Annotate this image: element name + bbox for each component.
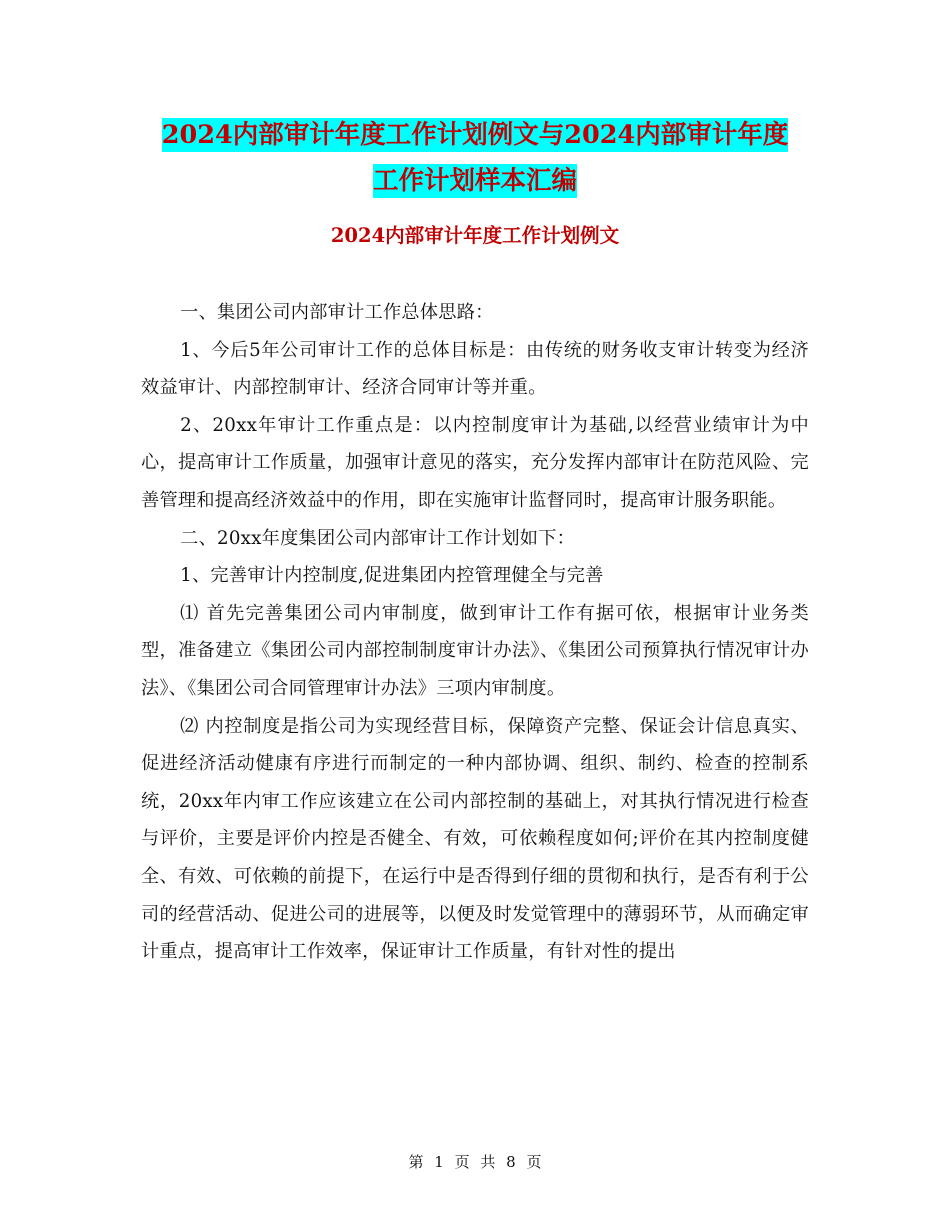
paragraph: 二、20xx年度集团公司内部审计工作计划如下：	[180, 527, 576, 549]
paragraph: 2、20xx年审计工作重点是：以内控制度审计为基础,以经营业绩审计为中心，提高审计工作质量，加强审计意见的落实，充分发挥内部审计在防范风险、完善管理和提高经济效益中的作用，即在实施审计监督同时，提高审计服务职能。	[141, 414, 809, 511]
section-title: 2024内部审计年度工作计划例文	[330, 224, 620, 247]
paragraph: 一、集团公司内部审计工作总体思路：	[180, 302, 494, 323]
title-line-2: 工作计划样本汇编	[372, 166, 577, 196]
paragraph: ⑵ 内控制度是指公司为实现经营目标，保障资产完整、保证会计信息真实、促进经济活动健康有序进行而制定的一种内部协调、组织、制约、检查的控制系统，20xx年内审工作应该建立在公司内部控制的基础上，对其执行情况进行检查与评价，主要是评价内控是否健全、有效，可依赖程度如何;评价在其内控制度健全、有效、可依赖的前提下，在运行中是否得到仔细的贯彻和执行，是否有利于公司的经营活动、促进公司的进展等，以便及时发觉管理中的薄弱环节，从而确定审计重点，提高审计工作效率，保证审计工作质量，有针对性的提出	[141, 715, 809, 963]
paragraph: 1、完善审计内控制度,促进集团内控管理健全与完善	[180, 565, 604, 587]
document-body	[141, 294, 809, 971]
title-line-1: 2024内部审计年度工作计划例文与2024内部审计年度	[161, 120, 789, 150]
document-title	[0, 112, 950, 204]
page-footer: 第 1 页 共 8 页	[408, 1153, 542, 1171]
paragraph: 1、今后5年公司审计工作的总体目标是：由传统的财务收支审计转变为经济效益审计、内部控制审计、经济合同审计等并重。	[141, 339, 809, 399]
paragraph: ⑴ 首先完善集团公司内审制度，做到审计工作有据可依，根据审计业务类型，准备建立《集团公司内部控制制度审计办法》、《集团公司预算执行情况审计办法》、《集团公司合同管理审计办法》三项内审制度。	[141, 602, 809, 699]
